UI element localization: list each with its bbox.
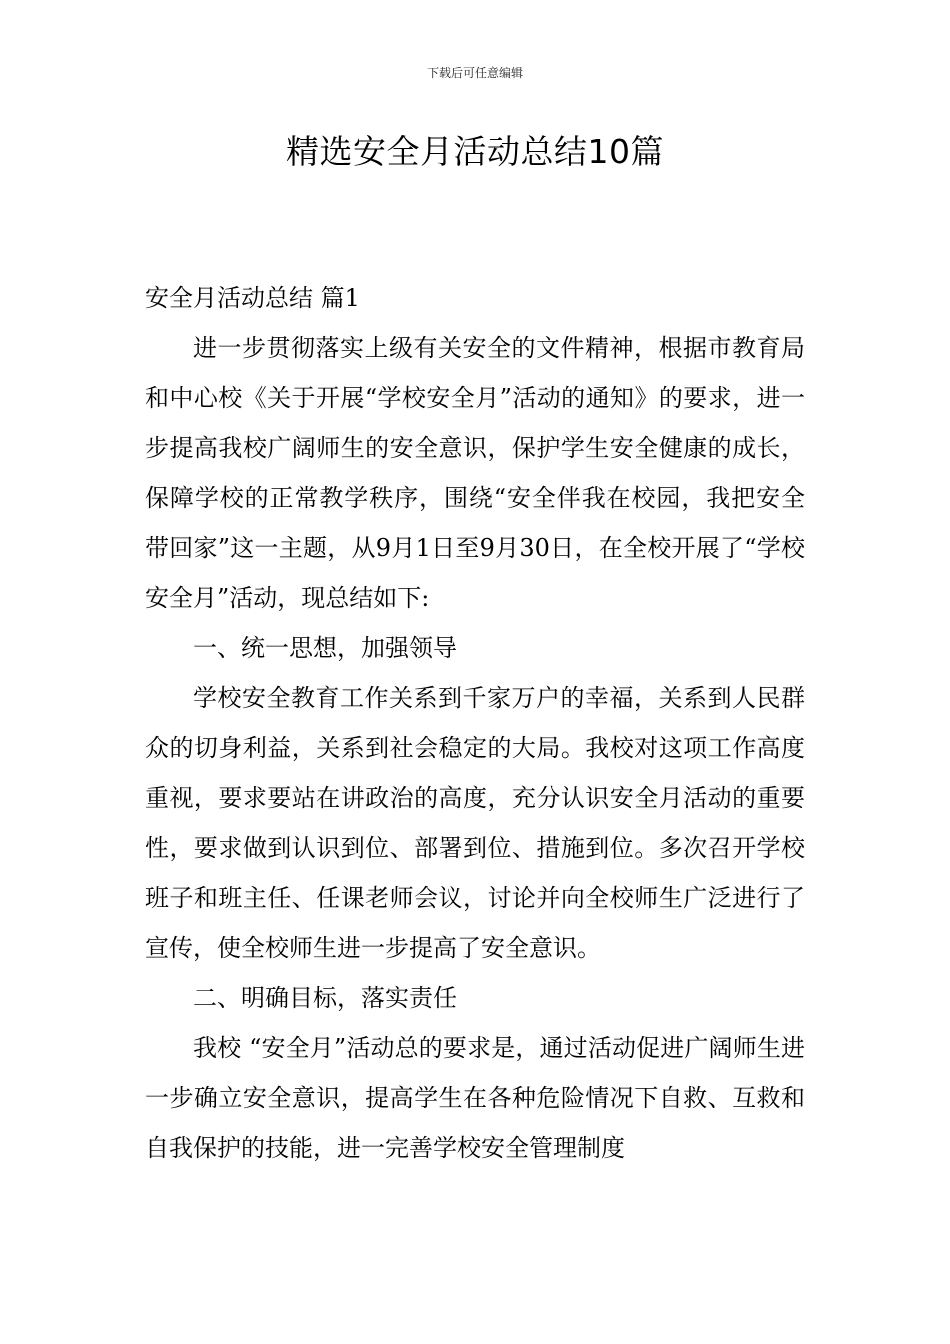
document-title: 精选安全月活动总结10篇	[286, 132, 664, 171]
paragraph-section-1: 学校安全教育工作关系到千家万户的幸福，关系到人民群众的切身利益，关系到社会稳定的大局。我校对这项工作高度重视，要求要站在讲政治的高度，充分认识安全月活动的重要性，要求做到认识到位、部署到位、措施到位。多次召开学校班子和班主任、任课老师会议，讨论并向全校师生广泛进行了宣传，使全校师生进一步提高了安全意识。	[145, 684, 805, 962]
subheading-1: 一、统一思想，加强领导	[193, 634, 457, 662]
paragraph-section-2: 我校 “安全月”活动总的要求是，通过活动促进广阔师生进一步确立安全意识，提高学生在各种危险情况下自救、互救和自我保护的技能，进一完善学校安全管理制度	[145, 1034, 805, 1162]
paragraph-intro: 进一步贯彻落实上级有关安全的文件精神，根据市教育局和中心校《关于开展“学校安全月”活动的通知》的要求，进一步提高我校广阔师生的安全意识，保护学生安全健康的成长，保障学校的正常教学秩序，围绕“安全伴我在校园，我把安全带回家”这一主题，从9月1日至9月30日，在全校开展了“学校安全月”活动，现总结如下:	[145, 334, 805, 612]
header-note: 下载后可任意编辑	[426, 66, 523, 80]
section-heading: 安全月活动总结 篇1	[145, 284, 360, 312]
document-body	[145, 273, 805, 1173]
subheading-2: 二、明确目标，落实责任	[193, 984, 457, 1012]
